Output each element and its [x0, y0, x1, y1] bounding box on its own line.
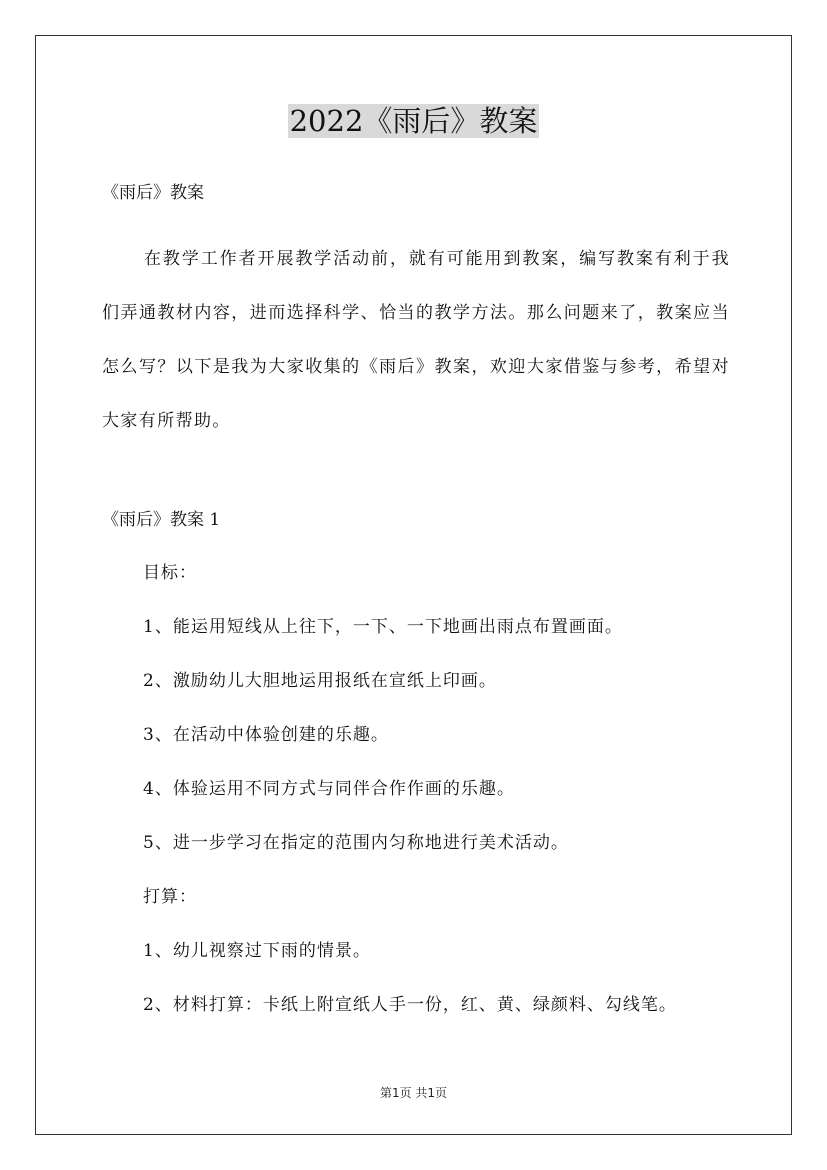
document-subtitle: 《雨后》教案 — [102, 183, 204, 203]
page-footer: 第1页 共1页 — [379, 1086, 448, 1100]
prep-item-1: 1、幼儿视察过下雨的情景。 — [143, 941, 371, 961]
goal-item-4: 4、体验运用不同方式与同伴合作作画的乐趣。 — [143, 779, 515, 799]
goals-heading: 目标： — [143, 563, 197, 583]
goal-item-3: 3、在活动中体验创建的乐趣。 — [143, 725, 389, 745]
goal-item-5: 5、进一步学习在指定的范围内匀称地进行美术活动。 — [143, 833, 569, 853]
section-title: 《雨后》教案 1 — [102, 510, 221, 530]
document-title — [0, 100, 827, 142]
prep-heading: 打算： — [143, 887, 197, 907]
prep-item-2: 2、材料打算：卡纸上附宣纸人手一份，红、黄、绿颜料、勾线笔。 — [143, 995, 677, 1015]
goal-item-1: 1、能运用短线从上往下，一下、一下地画出雨点布置画面。 — [143, 617, 623, 637]
goal-item-2: 2、激励幼儿大胆地运用报纸在宣纸上印画。 — [143, 671, 497, 691]
document-title-text: 2022《雨后》教案 — [289, 104, 538, 138]
intro-paragraph: 在教学工作者开展教学活动前，就有可能用到教案，编写教案有利于我们弄通教材内容，进而选择科学、恰当的教学方法。那么问题来了，教案应当怎么写？以下是我为大家收集的《雨后》教案，欢迎大家借鉴与参考，希望对大家有所帮助。 — [102, 249, 730, 431]
